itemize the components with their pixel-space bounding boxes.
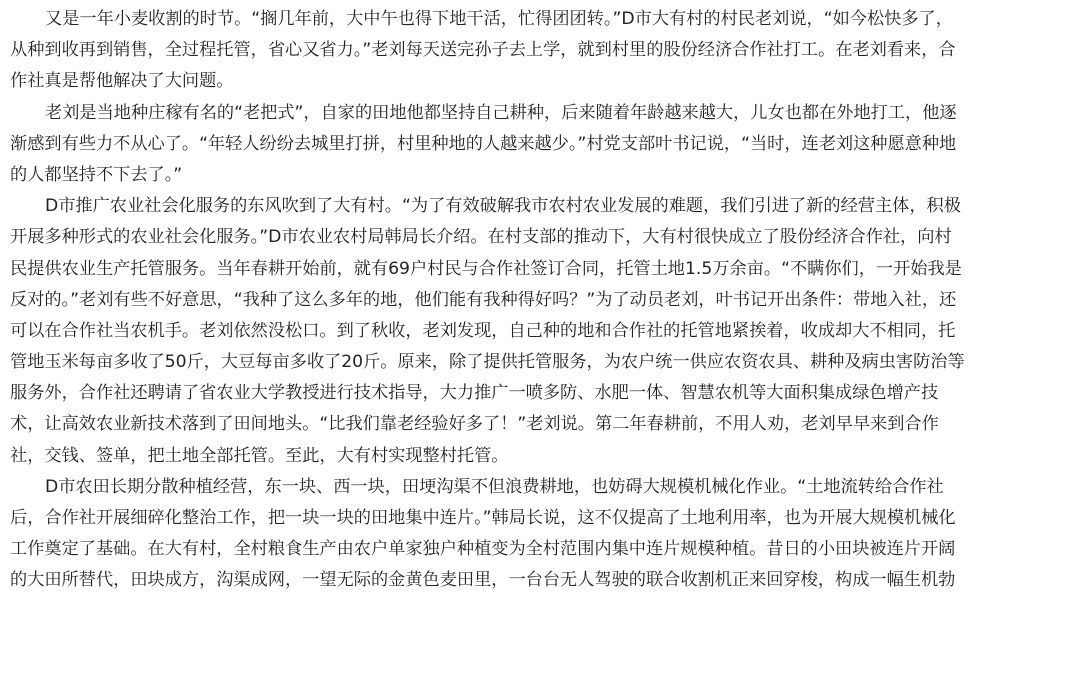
text-line: 渐感到有些力不从心了。“年轻人纷纷去城里打拼，村里种地的人越来越少。”村党支部叶书记说，“当时，连老刘这种愿意种地 [10, 133, 957, 154]
text-line: 开展多种形式的农业社会化服务。”D市农业农村局韩局长介绍。在村支部的推动下，大有村很快成立了股份经济合作社，向村 [10, 227, 952, 248]
text-line: 后，合作社开展细碎化整治工作，把一块一块的田地集中连片。”韩局长说，这不仅提高了土地利用率，也为开展大规模机械化 [10, 508, 956, 528]
text-line: 的人都坚持不下去了。” [10, 164, 183, 185]
text-line: 服务外，合作社还聘请了省农业大学教授进行技术指导，大力推广一喷多防、水肥一体、智慧农机等大面积集成绿色增产技 [10, 383, 939, 404]
text-line: 又是一年小麦收割的时节。“搁几年前，大中午也得下地干活，忙得团团转。”D市大有村的村民老刘说，“如今松快多了， [45, 9, 953, 29]
text-line: 管地玉米每亩多收了50斤，大豆每亩多收了20斤。原来，除了提供托管服务，为农户统一供应农资农具、耕种及病虫害防治等 [10, 352, 965, 373]
text-line: 社，交钱、签单，把土地全部托管。至此，大有村实现整村托管。 [10, 445, 509, 466]
text-line: 可以在合作社当农机手。老刘依然没松口。到了秋收，老刘发现，自己种的地和合作社的托管地紧挨着，收成却大不相同，托 [10, 320, 956, 341]
text-line: D市推广农业社会化服务的东风吹到了大有村。“为了有效破解我市农村农业发展的难题，我们引进了新的经营主体，积极 [45, 196, 961, 217]
text-line: 老刘是当地种庄稼有名的“老把式”，自家的田地他都坚持自己耕种，后来随着年龄越来越大，儿女也都在外地打工，他逐 [45, 102, 957, 123]
article-body [10, 4, 1074, 597]
text-line: 反对的。”老刘有些不好意思，“我种了这么多年的地，他们能有我种得好吗？”为了动员老刘，叶书记开出条件：带地入社，还 [10, 289, 957, 310]
text-line: 从种到收再到销售，全过程托管，省心又省力。”老刘每天送完孙子去上学，就到村里的股份经济合作社打工。在老刘看来，合 [10, 40, 956, 61]
text-line: D市农田长期分散种植经营，东一块、西一块，田埂沟渠不但浪费耕地，也妨碍大规模机械化作业。“土地流转给合作社 [45, 476, 944, 497]
text-line: 术，让高效农业新技术落到了田间地头。“比我们靠老经验好多了！”老刘说。第二年春耕前，不用人劝，老刘早早来到合作 [10, 414, 939, 435]
text-line: 作社真是帮他解决了大问题。 [10, 71, 234, 92]
text-line: 的大田所替代，田块成方，沟渠成网，一望无际的金黄色麦田里，一台台无人驾驶的联合收割机正来回穿梭，构成一幅生机勃 [10, 570, 956, 591]
text-line: 民提供农业生产托管服务。当年春耕开始前，就有69户村民与合作社签订合同，托管土地1.5万余亩。“不瞒你们，一开始我是 [10, 258, 962, 279]
text-line: 工作奠定了基础。在大有村，全村粮食生产由农户单家独户种植变为全村范围内集中连片规模种植。昔日的小田块被连片开阔 [10, 539, 956, 560]
